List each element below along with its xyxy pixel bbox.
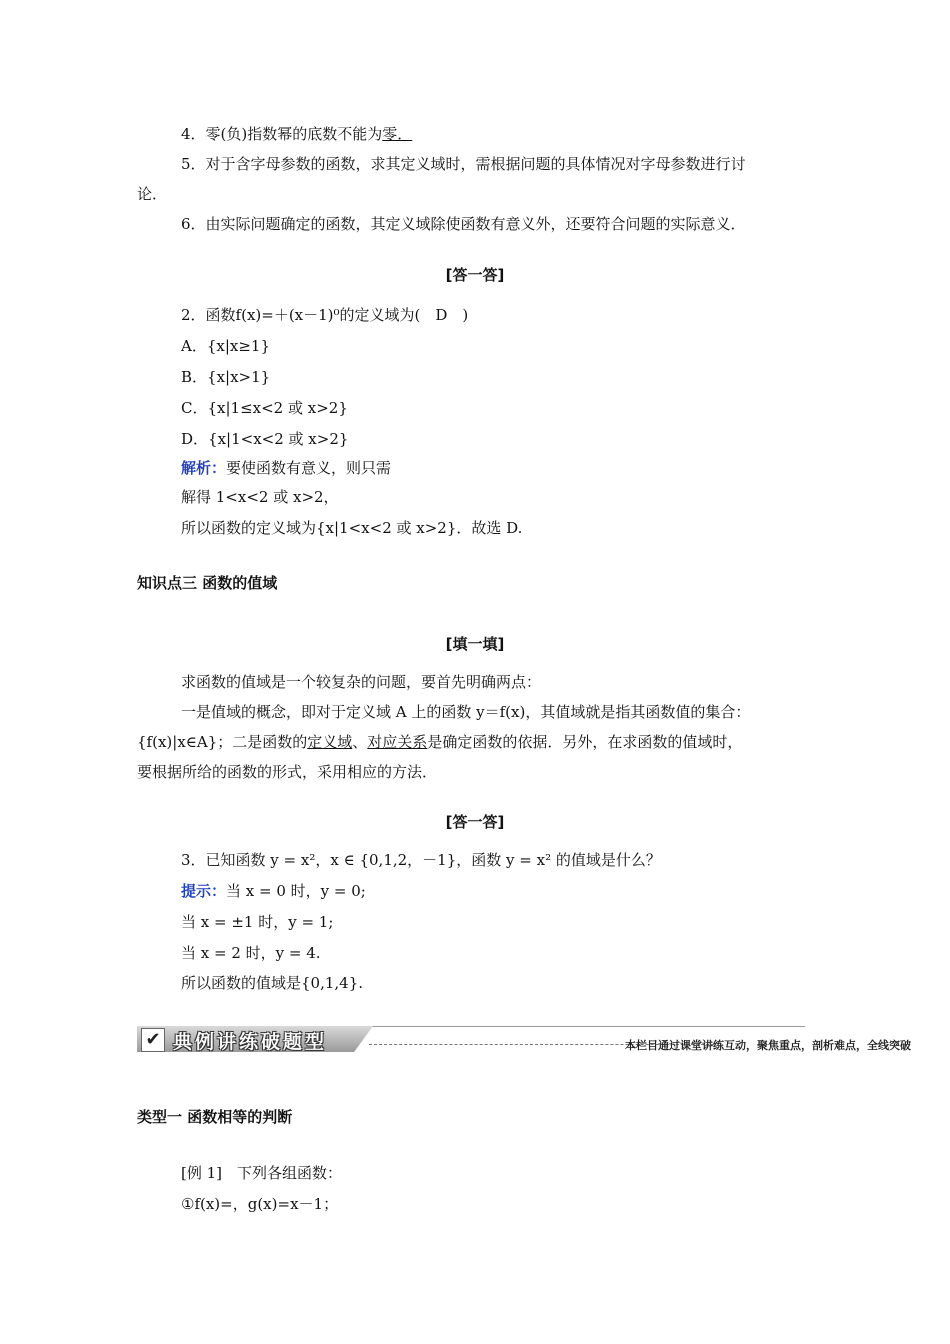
underlined-correspondence: 对应关系	[367, 733, 428, 751]
banner-title: 典例讲练破题型	[173, 1031, 328, 1053]
point-5-line-1: 5．对于含字母参数的函数，求其定义域时，需根据问题的具体情况对字母参数进行讨	[181, 155, 746, 173]
point-4: 4．零(负)指数幂的底数不能为零．	[181, 125, 413, 143]
hint-line-3: 当 x = 2 时，y = 4.	[181, 944, 321, 962]
type-1-title: 类型一 函数相等的判断	[137, 1108, 293, 1126]
hint-line-2: 当 x = ±1 时，y = 1;	[181, 913, 334, 931]
solution-label: 解析：	[181, 459, 227, 477]
section-3-title: 知识点三 函数的值域	[137, 574, 278, 592]
fill-heading: [填一填]	[445, 635, 505, 653]
answer-heading-1: [答一答]	[445, 266, 505, 284]
example-1-item-1: ①f(x)=，g(x)=x－1；	[181, 1195, 339, 1213]
hint-label: 提示：	[181, 882, 227, 900]
banner-top-rule	[359, 1026, 805, 1027]
option-c: C．{x|1≤x<2 或 x>2}	[181, 399, 348, 417]
value-range-p2: 一是值域的概念，即对于定义域 A 上的函数 y＝f(x)，其值域就是指其函数值的集合：	[181, 703, 751, 721]
value-range-intro: 求函数的值域是一个较复杂的问题，要首先明确两点：	[181, 673, 542, 691]
option-a: A．{x|x≥1}	[181, 337, 271, 355]
point-6: 6．由实际问题确定的函数，其定义域除使函数有意义外，还要符合问题的实际意义．	[181, 215, 746, 233]
solution-line-3: 所以函数的定义域为{x|1<x<2 或 x>2}．故选 D.	[181, 519, 523, 537]
option-b: B．{x|x>1}	[181, 368, 271, 386]
solution-line-2: 解得 1<x<2 或 x>2，	[181, 488, 339, 506]
underlined-answer: 零．	[382, 125, 413, 143]
section-banner	[137, 1024, 911, 1056]
hint-line-4: 所以函数的值域是{0,1,4}.	[181, 974, 364, 992]
banner-note: 本栏目通过课堂讲练互动，聚焦重点，剖析难点，全线突破	[625, 1039, 911, 1052]
question-3: 3．已知函数 y = x²，x ∈ {0,1,2，－1}，函数 y = x² 的值域是什么？	[181, 851, 661, 869]
solution-line-1: 解析：要使函数有意义，则只需	[181, 459, 392, 477]
answer-heading-2: [答一答]	[445, 813, 505, 831]
option-d: D．{x|1<x<2 或 x>2}	[181, 430, 349, 448]
hint-line-1: 提示：当 x = 0 时，y = 0;	[181, 882, 366, 900]
question-2: 2．函数f(x)=＋(x－1)⁰的定义域为( D )	[181, 306, 469, 324]
example-1: [例 1] 下列各组函数：	[181, 1164, 343, 1182]
value-range-p4: 要根据所给的函数的形式，采用相应的方法．	[137, 763, 438, 781]
underlined-domain: 定义域	[307, 733, 353, 751]
value-range-p3: {f(x)|x∈A}；二是函数的定义域、对应关系是确定函数的依据．另外，在求函数的值域时，	[137, 733, 743, 751]
point-5-line-2: 论．	[137, 185, 168, 203]
check-icon: ✔	[141, 1028, 165, 1052]
